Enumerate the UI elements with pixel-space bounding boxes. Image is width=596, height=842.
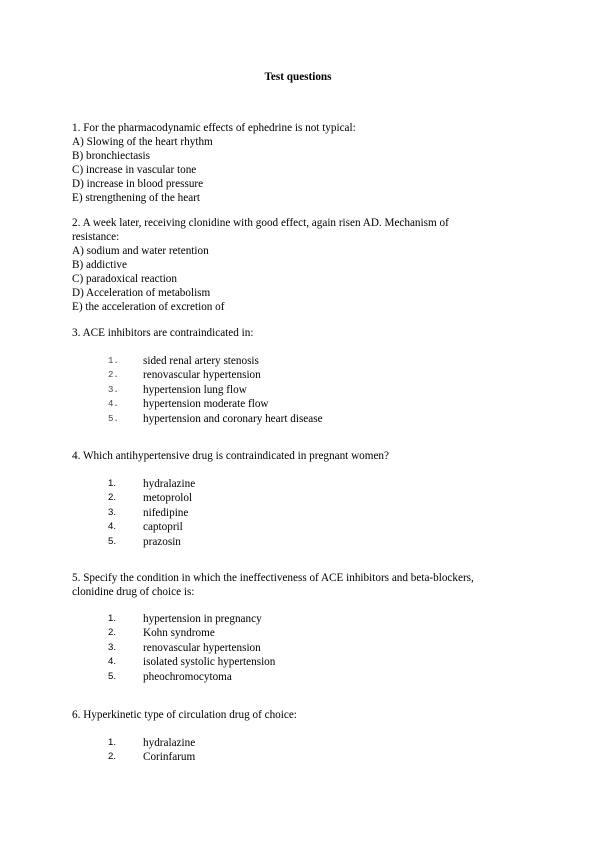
- option-number: 4.: [108, 521, 117, 533]
- option-number: 2.: [108, 627, 117, 639]
- question-4-text: 4. Which antihypertensive drug is contraindicated in pregnant women?: [72, 450, 389, 462]
- option-number: 1.: [108, 613, 117, 624]
- option-text: nifedipine: [143, 506, 189, 519]
- option-number: 3.: [108, 641, 117, 653]
- option-text: renovascular hypertension: [143, 369, 261, 382]
- option-number: 5.: [108, 413, 119, 424]
- option-text: Kohn syndrome: [143, 627, 215, 640]
- question-6: [72, 708, 522, 722]
- option-text: prazosin: [143, 535, 181, 548]
- list-item: [72, 383, 522, 397]
- option-number: 3.: [108, 506, 117, 518]
- option-text: pheochromocytoma: [143, 670, 232, 683]
- question-3-options: [72, 354, 522, 426]
- question-2-option-c: C) paradoxical reaction: [72, 273, 177, 285]
- question-4: [72, 449, 522, 463]
- option-text: hypertension lung flow: [143, 383, 247, 396]
- list-item: [72, 477, 522, 491]
- list-item: [72, 412, 522, 426]
- question-2-option-a: A) sodium and water retention: [72, 245, 209, 257]
- question-2-option-e: E) the acceleration of excretion of: [72, 301, 225, 313]
- question-6-options: [72, 736, 522, 765]
- question-1: [72, 121, 522, 205]
- option-number: 4.: [108, 656, 117, 668]
- list-item: [72, 626, 522, 640]
- list-item: [72, 736, 522, 750]
- question-5-text-line-2: clonidine drug of choice is:: [72, 586, 195, 598]
- question-1-option-d: D) increase in blood pressure: [72, 178, 204, 190]
- question-2-option-d: D) Acceleration of metabolism: [72, 287, 211, 299]
- question-2-option-b: B) addictive: [72, 259, 127, 271]
- list-item: [72, 641, 522, 655]
- question-6-text: 6. Hyperkinetic type of circulation drug of choice:: [72, 709, 297, 721]
- question-5-options: [72, 612, 522, 684]
- question-5: [72, 571, 522, 599]
- option-number: 2.: [108, 370, 119, 381]
- option-text: isolated systolic hypertension: [143, 656, 276, 669]
- option-text: hydralazine: [143, 737, 196, 749]
- question-2: [72, 216, 522, 314]
- list-item: [72, 397, 522, 411]
- option-number: 2.: [108, 751, 117, 763]
- list-item: [72, 506, 522, 520]
- option-text: metoprolol: [143, 492, 193, 505]
- option-number: 3.: [108, 384, 119, 395]
- option-number: 2.: [108, 492, 117, 504]
- question-1-option-a: A) Slowing of the heart rhythm: [72, 136, 213, 148]
- option-number: 5.: [108, 535, 117, 547]
- option-text: hypertension in pregnancy: [143, 613, 262, 625]
- option-text: captopril: [143, 521, 183, 534]
- list-item: [72, 655, 522, 669]
- question-1-option-b: B) bronchiectasis: [72, 150, 150, 162]
- list-item: [72, 535, 522, 549]
- option-number: 1.: [108, 737, 117, 748]
- list-item: [72, 491, 522, 505]
- list-item: [72, 750, 522, 764]
- list-item: [72, 368, 522, 382]
- list-item: [72, 520, 522, 534]
- question-3-text: 3. ACE inhibitors are contraindicated in:: [72, 327, 254, 339]
- option-number: 1.: [108, 356, 119, 366]
- question-1-option-c: C) increase in vascular tone: [72, 164, 197, 176]
- option-text: sided renal artery stenosis: [143, 355, 259, 367]
- option-number: 5.: [108, 670, 117, 682]
- option-text: Corinfarum: [143, 751, 196, 764]
- question-4-options: [72, 477, 522, 549]
- option-text: hypertension and coronary heart disease: [143, 412, 323, 425]
- question-1-text: 1. For the pharmacodynamic effects of ephedrine is not typical:: [72, 122, 356, 134]
- list-item: [72, 612, 522, 626]
- question-3: [72, 326, 522, 340]
- question-1-option-e: E) strengthening of the heart: [72, 192, 200, 204]
- question-2-text-line-1: 2. A week later, receiving clonidine with good effect, again risen AD. Mechanism of: [72, 217, 449, 229]
- option-number: 4.: [108, 399, 119, 410]
- question-5-text-line-1: 5. Specify the condition in which the ineffectiveness of ACE inhibitors and beta-blockers,: [72, 572, 474, 584]
- question-2-text-line-2: resistance:: [72, 231, 120, 243]
- list-item: [72, 354, 522, 368]
- page-title: Test questions: [264, 71, 332, 83]
- option-number: 1.: [108, 478, 117, 489]
- list-item: [72, 670, 522, 684]
- option-text: hypertension moderate flow: [143, 398, 269, 411]
- option-text: renovascular hypertension: [143, 641, 261, 654]
- option-text: hydralazine: [143, 478, 196, 490]
